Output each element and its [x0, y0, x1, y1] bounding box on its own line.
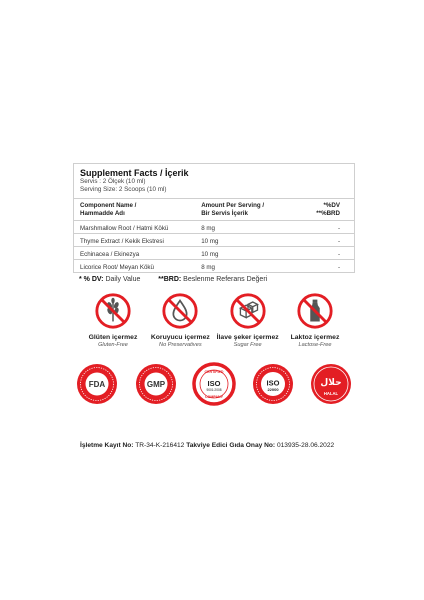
no-preservatives-label-en: No Preservatives	[159, 342, 202, 348]
iso-22000-badge	[251, 362, 295, 406]
ingredient-amount: 8 mg	[197, 221, 298, 234]
ingredient-dv: -	[298, 247, 354, 260]
lactose-free-badge	[282, 292, 348, 348]
ingredient-name: Echinacea / Ekinezya	[74, 247, 197, 260]
table-row	[74, 247, 354, 260]
sugar-cube-icon	[229, 292, 267, 330]
gluten-free-label-tr: Glüten içermez	[88, 334, 138, 341]
column-header-dv-line2: **%BRD	[316, 209, 340, 217]
halal-badge	[309, 362, 353, 406]
ingredient-amount: 8 mg	[201, 264, 215, 271]
table-row	[74, 221, 354, 234]
drop-icon	[161, 292, 199, 330]
gmp-text: GMP	[146, 380, 165, 389]
iso-9001-number: 9001:2008	[206, 388, 222, 392]
sugar-free-badge	[215, 292, 281, 348]
gluten-free-label-en: Gluten-Free	[98, 342, 128, 348]
iso-9001-badge	[192, 362, 236, 406]
supplement-facts-title: Supplement Facts / İçerik	[80, 168, 189, 178]
approval-label: Takviye Edici Gıda Onay No:	[186, 442, 276, 449]
brd-key: **BRD:	[158, 276, 182, 283]
lactose-free-label-en: Lactose-Free	[298, 342, 332, 348]
serving-size-tr: Servis : 2 Ölçek (10 ml)	[80, 178, 146, 185]
approval-number: 013935-28.06.2022	[276, 442, 335, 449]
ingredient-name: Marshmallow Root / Hatmi Kökü	[74, 221, 197, 234]
supplement-facts-header	[74, 164, 354, 199]
iso-9001-text: ISO	[207, 379, 221, 388]
column-header-name-line2: Hammadde Adı	[80, 209, 125, 217]
halal-arabic-text: حلال	[320, 378, 342, 388]
supplement-facts-panel	[73, 163, 355, 273]
milk-bottle-icon	[296, 292, 334, 330]
free-from-badges	[80, 292, 348, 348]
daily-value-legend	[79, 276, 267, 283]
table-header-row	[74, 199, 354, 221]
ingredients-table	[74, 199, 354, 272]
halal-text: HALAL	[323, 391, 339, 396]
column-header-name-line1: Component Name /	[80, 202, 137, 209]
column-header-amount	[197, 199, 298, 221]
iso-22000-number: 22000	[266, 387, 279, 392]
gmp-badge	[134, 362, 178, 406]
table-row	[74, 260, 354, 273]
iso-9001-bottom-text: COMPANY	[204, 395, 224, 399]
brd-value: Beslenme Referans Değeri	[183, 276, 268, 283]
registration-number: TR-34-K-216412	[135, 442, 185, 449]
fda-seal-icon	[75, 362, 119, 406]
certification-badges	[75, 362, 353, 406]
column-header-amount-line2: Bir Servis İçerik	[201, 209, 248, 217]
column-header-amount-line1: Amount Per Serving /	[201, 202, 265, 209]
wheat-icon	[94, 292, 132, 330]
column-header-dv	[298, 199, 354, 221]
dv-value: Daily Value	[105, 276, 141, 283]
fda-text: FDA	[88, 380, 106, 389]
column-header-name	[74, 199, 197, 221]
sugar-free-label-tr: İlave şeker içermez	[216, 334, 279, 341]
iso-22000-text: ISO	[266, 378, 279, 388]
ingredient-amount: 10 mg	[197, 247, 298, 260]
ingredient-name: Thyme Extract / Kekik Ekstresi	[74, 234, 197, 247]
iso-9001-seal-icon	[192, 362, 236, 406]
halal-seal-icon	[309, 362, 353, 406]
ingredient-dv: -	[337, 264, 340, 271]
ingredient-dv: -	[298, 234, 354, 247]
table-row	[74, 234, 354, 247]
lactose-free-label-tr: Laktoz içermez	[290, 334, 340, 341]
ingredient-amount: 10 mg	[197, 234, 298, 247]
iso-22000-seal-icon	[251, 362, 295, 406]
ingredient-dv: -	[298, 221, 354, 234]
registration-info	[80, 442, 334, 449]
gluten-free-badge	[80, 292, 146, 348]
dv-key: * % DV:	[79, 276, 104, 283]
registration-label: İşletme Kayıt No:	[80, 442, 134, 449]
no-preservatives-badge	[147, 292, 213, 348]
fda-badge	[75, 362, 119, 406]
gmp-seal-icon	[134, 362, 178, 406]
serving-size-en: Serving Size: 2 Scoops (10 ml)	[80, 186, 167, 193]
sugar-free-label-en: Sugar Free	[233, 342, 262, 348]
iso-9001-top-text: CERTIFIED	[204, 370, 224, 374]
column-header-dv-line1: *%DV	[323, 202, 340, 209]
ingredient-name: Licorice Root/ Meyan Kökü	[80, 264, 154, 271]
no-preservatives-label-tr: Koruyucu içermez	[150, 334, 210, 341]
